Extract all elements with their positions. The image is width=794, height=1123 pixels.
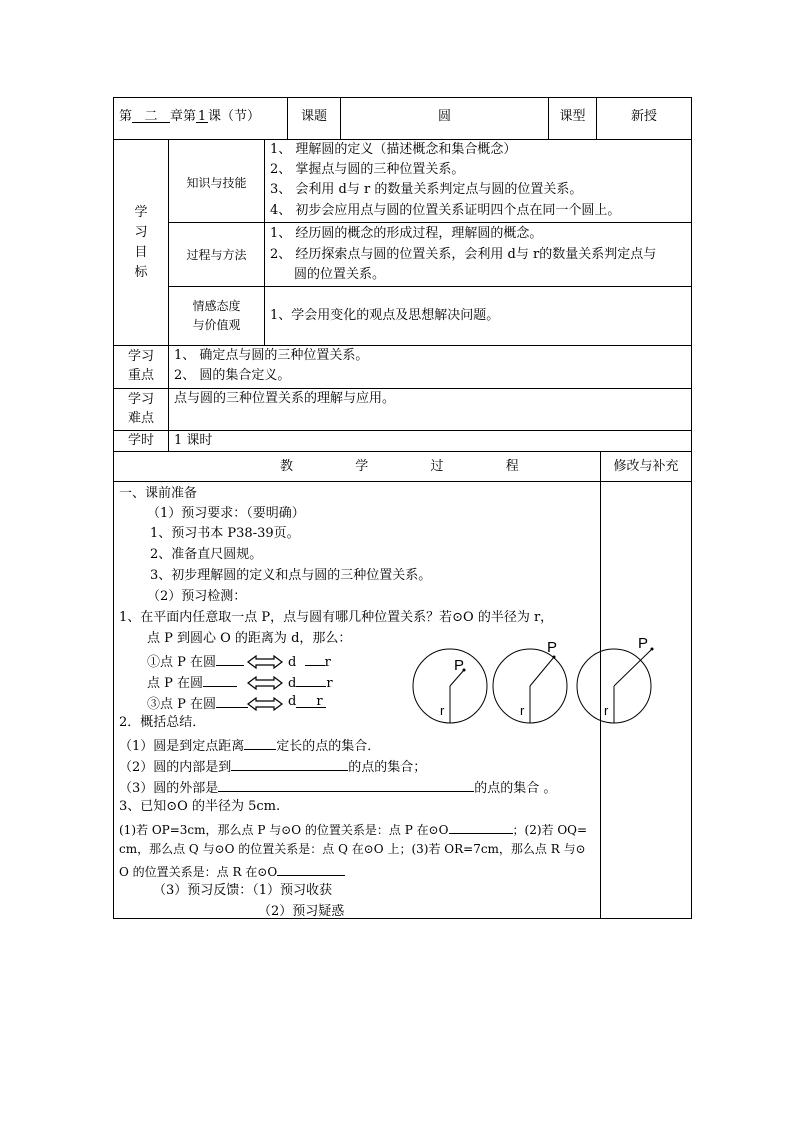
answer-blank[interactable] <box>218 777 474 792</box>
point-p <box>651 648 654 651</box>
double-arrow-icon <box>247 655 283 669</box>
table-border-bottom <box>113 918 692 919</box>
objectives-label-char: 目 <box>134 245 148 260</box>
relation-text: ③点 P 在圆 <box>147 697 217 712</box>
question-3-line <box>119 861 345 881</box>
preview-feedback: （2）预习疑惑 <box>258 904 345 919</box>
key-point-item: 2、 圆的集合定义。 <box>174 368 291 383</box>
difficulty-text: 点与圆的三种位置关系的理解与应用。 <box>174 391 396 406</box>
answer-blank[interactable] <box>305 651 325 666</box>
chapter-number-value: 二 <box>144 109 158 124</box>
key-points-label <box>114 347 168 385</box>
double-arrow-icon <box>247 697 283 711</box>
r-symbol: r <box>326 676 333 691</box>
objectives-label-char: 习 <box>134 225 148 240</box>
grid-line <box>113 345 692 346</box>
duration-value: 1 课时 <box>174 433 213 448</box>
summary-item-1 <box>119 735 380 756</box>
emotion-label-line: 与价值观 <box>192 318 241 332</box>
answer-blank[interactable] <box>244 735 276 750</box>
type-label: 课型 <box>559 109 586 124</box>
summary-title: 2．概括总结． <box>119 715 206 730</box>
preview-check-title: （2）预习检测： <box>147 589 247 604</box>
label-p: P <box>638 635 649 652</box>
topic-value: 圆 <box>437 109 451 124</box>
type-value: 新授 <box>630 109 657 124</box>
summary-text: （3）圆的外部是 <box>119 781 219 796</box>
question-3-title: 3、已知⊙O 的半径为 5cm. <box>119 799 281 814</box>
grid-line <box>168 286 692 287</box>
relation-row-3 <box>147 693 248 714</box>
section-prep-title: 一、课前准备 <box>119 486 198 501</box>
process-item: 圆的位置关系。 <box>294 267 386 282</box>
summary-text: 的点的集合； <box>348 760 427 775</box>
answer-blank[interactable] <box>231 756 348 771</box>
knowledge-item: 2、 掌握点与圆的三种位置关系。 <box>270 162 465 177</box>
relation-d-r <box>288 672 333 693</box>
answer-blank[interactable] <box>216 693 248 708</box>
topic-label: 课题 <box>300 109 327 124</box>
process-item: 2、 经历探索点与圆的位置关系，会利用 d与 r的数量关系判定点与 <box>270 247 657 262</box>
question-1-line: 1、在平面内任意取一点 P，点与圆有哪几种位置关系？若⊙O 的半径为 r， <box>119 610 554 625</box>
summary-text: 定长的点的集合． <box>276 739 381 754</box>
emotion-text: 1、学会用变化的观点及思想解决问题。 <box>270 308 500 323</box>
answer-blank[interactable] <box>203 672 237 687</box>
difficulty-label-line: 学习 <box>127 392 154 407</box>
knowledge-label: 知识与技能 <box>186 176 247 190</box>
process-title: 教 学 过 程 <box>280 459 537 474</box>
question-text: O 的位置关系是：点 R 在⊙O <box>119 865 278 879</box>
label-r: r <box>520 703 525 718</box>
grid-line <box>113 451 692 452</box>
grid-line <box>113 430 692 431</box>
question-3-line <box>119 819 587 839</box>
process-label: 过程与方法 <box>186 248 247 262</box>
table-border-top <box>113 97 692 98</box>
relation-row-1 <box>147 651 244 672</box>
grid-line <box>113 139 692 140</box>
relation-d-r <box>288 651 331 672</box>
point-circle-figures <box>410 632 660 724</box>
r-symbol: r <box>324 655 331 670</box>
chapter-suffix: 章第 <box>170 109 197 124</box>
answer-blank[interactable] <box>277 861 345 876</box>
answer-blank[interactable] <box>216 651 244 666</box>
grid-line <box>113 388 692 389</box>
key-points-label-line: 学习 <box>127 349 154 364</box>
question-1-line: 点 P 到圆心 O 的距离为 d，那么： <box>147 631 352 646</box>
question-3-line: cm，那么点 Q 与⊙O 的位置关系是：点 Q 在⊙O 上；(3)若 OR=7cm，那么点 R 与⊙ <box>119 842 586 856</box>
d-symbol: d <box>288 694 297 709</box>
difficulty-label <box>114 390 168 428</box>
label-r: r <box>440 703 445 718</box>
difficulty-label-line: 难点 <box>127 411 154 426</box>
distance-line <box>530 657 554 686</box>
r-symbol: r <box>316 694 323 709</box>
objectives-label <box>114 203 168 283</box>
process-item: 1、 经历圆的概念的形成过程，理解圆的概念。 <box>270 226 543 241</box>
table-border-right <box>691 97 692 919</box>
relation-text: 点 P 在圆 <box>147 676 204 691</box>
duration-label: 学时 <box>127 433 154 448</box>
knowledge-item: 4、 初步会应用点与圆的位置关系证明四个点在同一个圆上。 <box>270 203 621 218</box>
summary-text: 的点的集合 。 <box>474 781 557 796</box>
answer-blank[interactable] <box>449 819 513 834</box>
grid-line <box>168 345 169 452</box>
label-p: P <box>547 639 558 656</box>
answer-blank[interactable] <box>296 693 326 708</box>
grid-line <box>113 481 692 482</box>
grid-line <box>168 222 692 223</box>
lesson-number <box>196 108 208 123</box>
double-arrow-icon <box>247 676 283 690</box>
chapter-number <box>132 108 170 123</box>
label-p: P <box>454 657 465 674</box>
knowledge-item: 3、 会利用 d与 r 的数量关系判定点与圆的位置关系。 <box>270 182 583 197</box>
preview-item: 3、初步理解圆的定义和点与圆的三种位置关系。 <box>150 568 432 583</box>
lesson-number-value: 1 <box>197 109 207 124</box>
summary-text: （2）圆的内部是到 <box>119 760 232 775</box>
preview-requirements: （1）预习要求：（要明确） <box>147 506 305 521</box>
preview-feedback: （3）预习反馈：（1）预习收获 <box>153 883 333 898</box>
grid-line <box>264 139 265 346</box>
lesson-suffix: 课（节） <box>208 109 261 124</box>
objectives-label-char: 学 <box>134 205 148 220</box>
chapter-lesson-label <box>119 108 260 126</box>
d-symbol: d <box>288 676 297 691</box>
key-points-label-line: 重点 <box>127 368 154 383</box>
d-symbol: d <box>288 655 297 670</box>
objectives-label-char: 标 <box>134 265 148 280</box>
emotion-label-line: 情感态度 <box>192 299 241 313</box>
preview-item: 2、准备直尺圆规。 <box>150 547 263 562</box>
relation-d-r <box>288 693 326 711</box>
relation-row-2 <box>147 672 237 693</box>
knowledge-item: 1、 理解圆的定义（描述概念和集合概念） <box>270 142 517 157</box>
revision-column-title: 修改与补充 <box>613 459 679 474</box>
summary-item-3 <box>119 777 556 798</box>
question-text: (1)若 OP=3cm，那么点 P 与⊙O 的位置关系是：点 P 在⊙O <box>119 823 449 837</box>
relation-text: ①点 P 在圆 <box>147 655 217 670</box>
summary-text: （1）圆是到定点距离 <box>119 739 245 754</box>
preview-item: 1、预习书本 P38-39页。 <box>150 526 300 541</box>
question-text: ；(2)若 OQ= <box>512 823 588 837</box>
label-r: r <box>604 703 609 718</box>
emotion-label <box>169 297 264 335</box>
answer-blank[interactable] <box>296 672 326 687</box>
summary-item-2 <box>119 756 426 777</box>
key-point-item: 1、 确定点与圆的三种位置关系。 <box>174 348 369 363</box>
chapter-prefix: 第 <box>119 109 133 124</box>
